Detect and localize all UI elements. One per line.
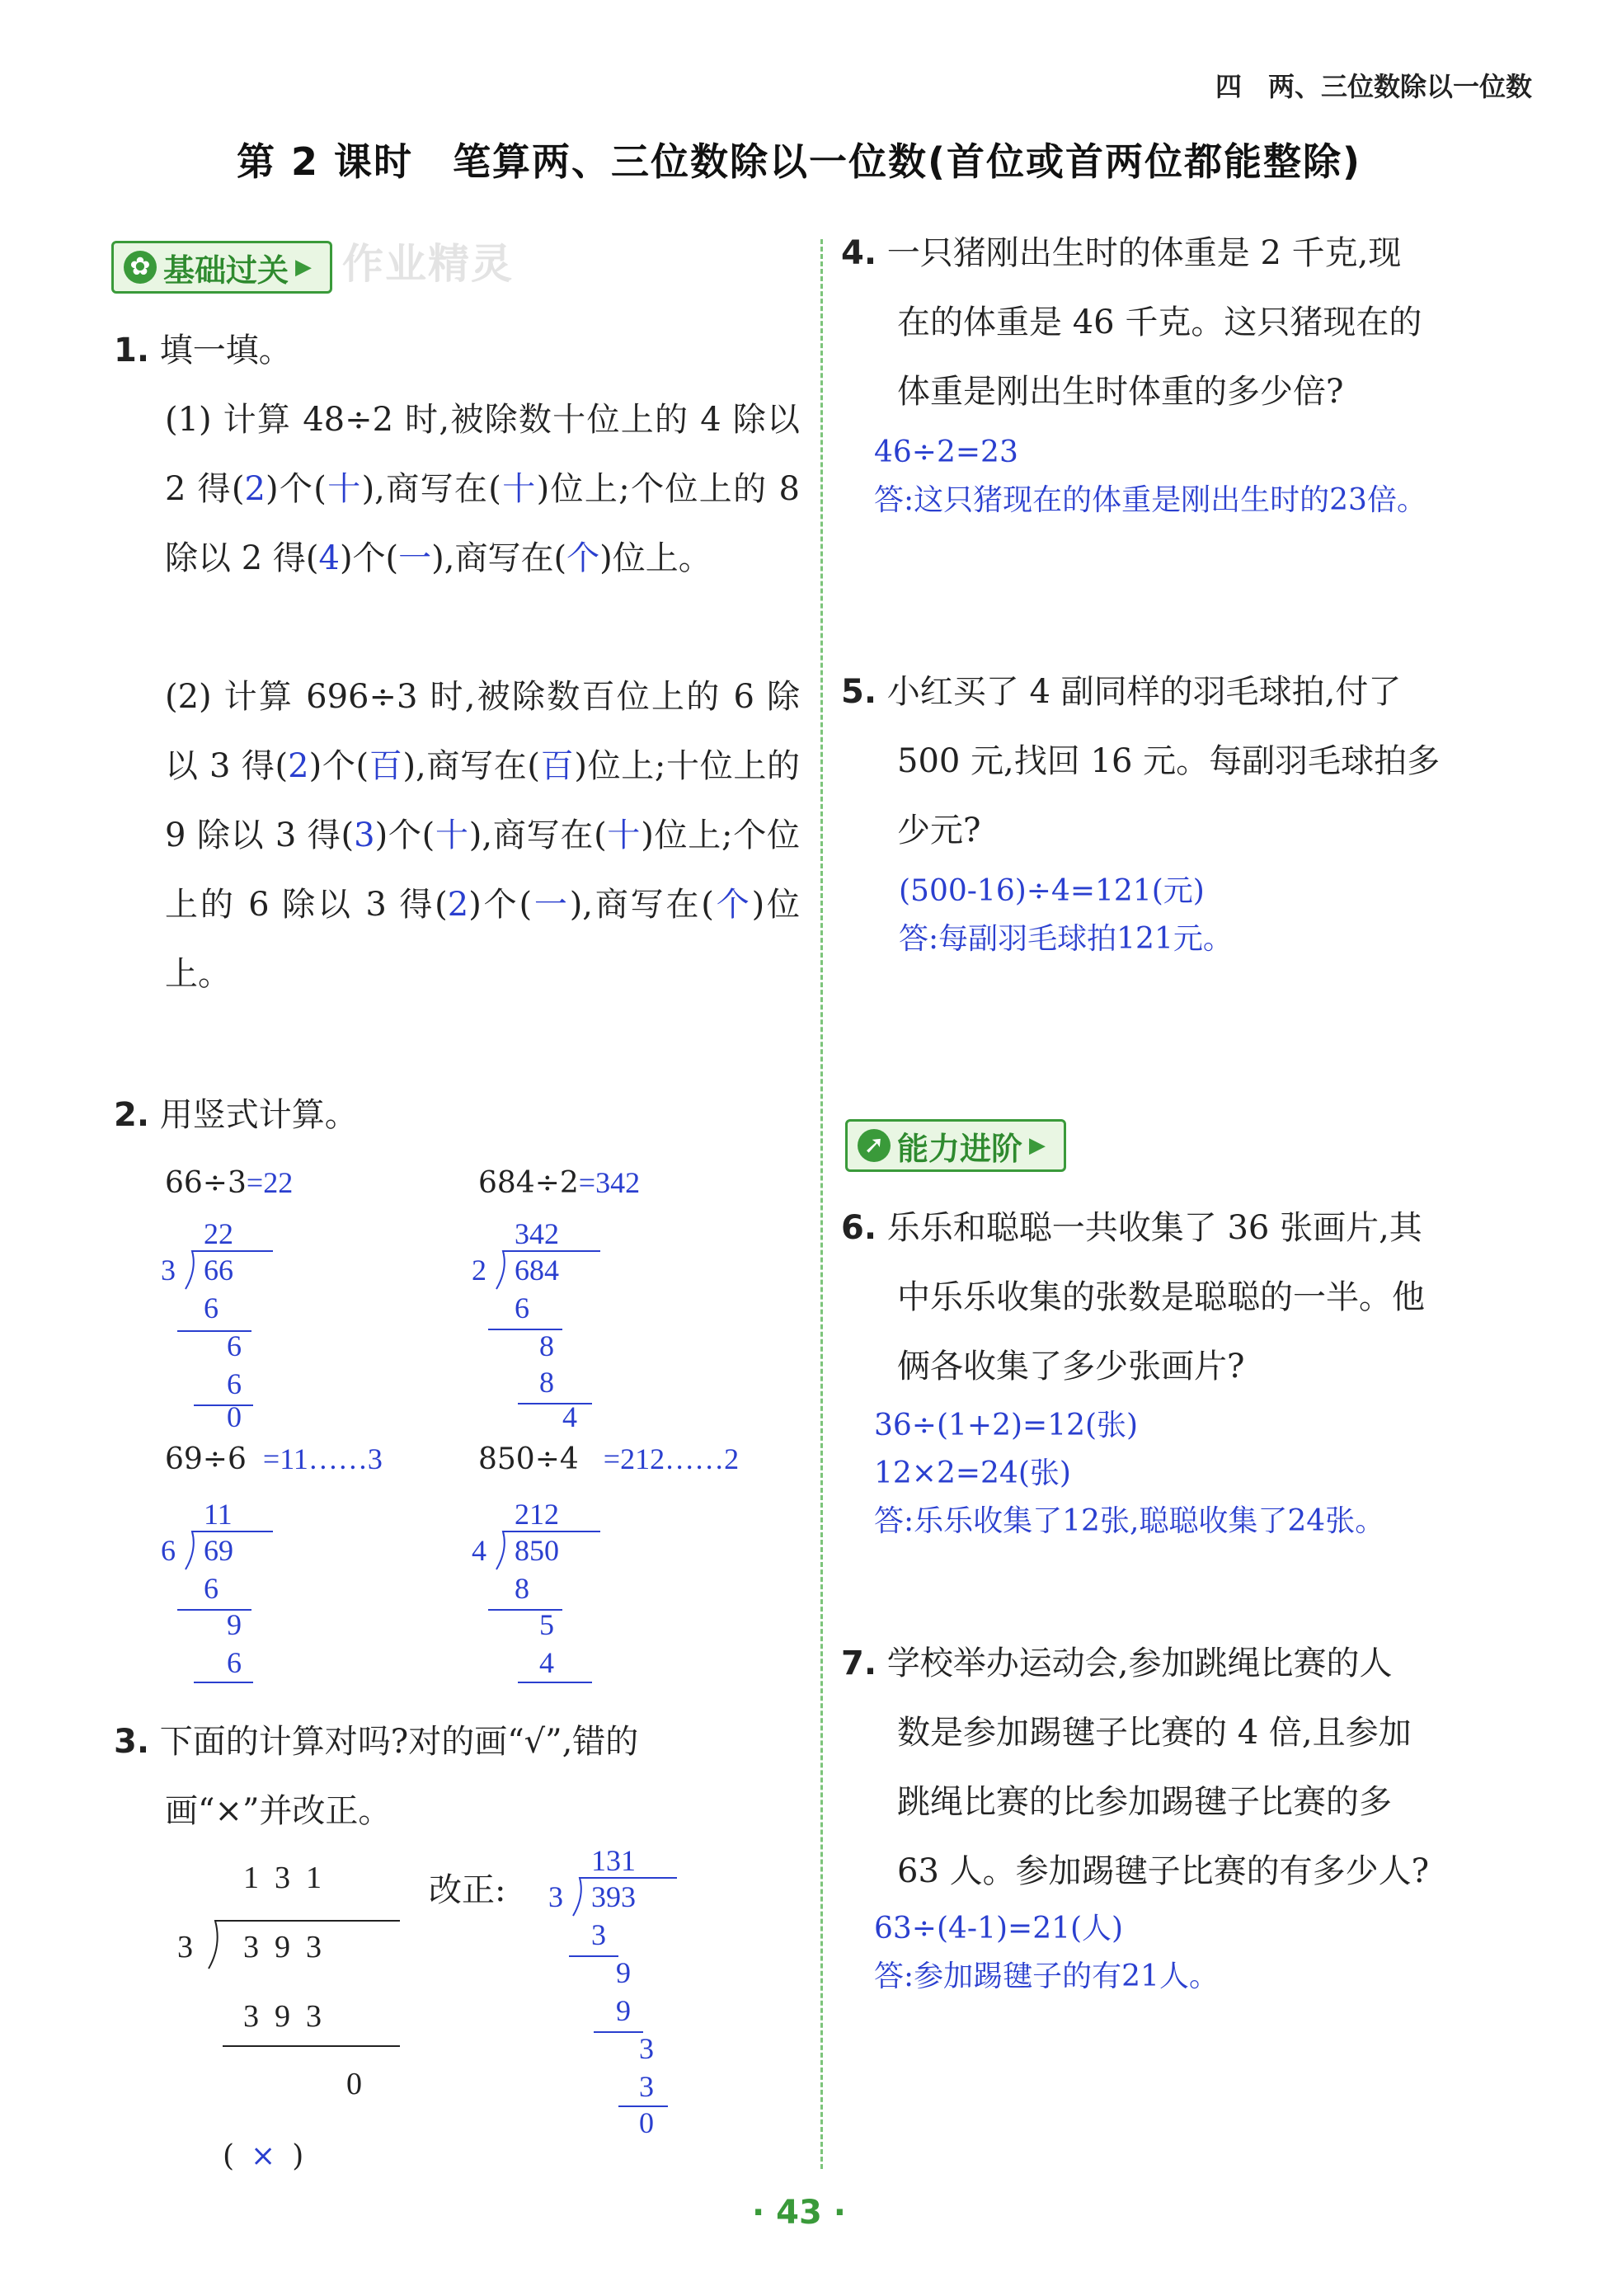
text: (1) 计算 48÷2 时,被除数十位上的 4 除以 2 得(	[165, 401, 800, 508]
question-4	[841, 219, 1422, 426]
text: ),商写在(	[361, 470, 501, 508]
dividend: 850	[515, 1534, 559, 1567]
step: 8	[515, 1572, 529, 1605]
remainder: 0	[346, 2067, 362, 2101]
chapter-header: 四 两、三位数除以一位数	[1215, 71, 1532, 102]
expression: 66÷3	[165, 1166, 247, 1200]
question-line: 体重是刚出生时体重的多少倍?	[897, 373, 1344, 411]
expression-answer: =212……2	[603, 1442, 740, 1475]
remainder: 0	[227, 1400, 242, 1433]
section-label: 基础过关	[163, 252, 289, 289]
text: )位上;个位上的 8 除以 2 得(	[165, 470, 800, 577]
corrected-division	[548, 1843, 680, 2157]
answer-blank: 4	[318, 539, 340, 577]
text: )个(	[468, 886, 533, 924]
watermark: 作业精灵	[342, 240, 514, 288]
answer-blank: 十	[501, 470, 537, 508]
long-division-1	[161, 1216, 268, 1439]
step: 3	[639, 2070, 654, 2103]
rule	[194, 1404, 253, 1406]
question-1-part-2	[165, 662, 800, 1009]
answer-blank: 3	[354, 816, 375, 854]
question-text: 用竖式计算。	[159, 1096, 358, 1134]
dividend: 3 9 3	[243, 1930, 322, 1964]
step: 6	[204, 1292, 219, 1324]
expression-answer: =22	[246, 1166, 294, 1199]
answer-7	[874, 1905, 1219, 2001]
question-line: 中乐乐收集的张数是聪聪的一半。他	[897, 1278, 1425, 1316]
answer-blank: 百	[540, 747, 575, 785]
answer-blank: 百	[369, 747, 403, 785]
question-1-stem	[114, 316, 292, 385]
step: 6	[227, 1367, 242, 1400]
remainder: 4	[562, 1400, 577, 1433]
judgement	[223, 2139, 303, 2173]
text: ),商写在(	[431, 539, 567, 577]
expression: 69÷6	[165, 1442, 247, 1476]
question-number: 3.	[114, 1723, 150, 1761]
divisor: 4	[472, 1534, 486, 1567]
step: 4	[539, 1646, 554, 1679]
step: 5	[539, 1608, 554, 1641]
rule	[518, 1682, 592, 1683]
page-number: · 43 ·	[752, 2194, 846, 2232]
step: 6	[204, 1572, 219, 1605]
answer-4	[874, 429, 1426, 525]
answer-blank: 十	[606, 816, 642, 854]
divisor: 3	[548, 1880, 563, 1913]
expression: 684÷2	[478, 1166, 579, 1200]
answer-6	[874, 1402, 1384, 1546]
question-number: 1.	[114, 332, 150, 369]
section-badge-advanced	[845, 1119, 1066, 1172]
text: )位上;十位上的 9 除以 3 得(	[165, 747, 801, 854]
long-division-4	[472, 1497, 604, 1695]
arrow-right-icon: ▶	[295, 255, 313, 280]
quotient: 342	[515, 1217, 559, 1250]
expression: 850÷4	[478, 1442, 579, 1476]
answer-blank: 个	[713, 886, 752, 924]
answer-line: 63÷(4-1)=21(人)	[874, 1912, 1124, 1945]
rule	[569, 1955, 618, 1957]
text: (2) 计算 696÷3 时,被除数百位上的 6 除以 3 得(	[165, 678, 800, 785]
answer-line: 答:乐乐收集了12张,聪聪收集了24张。	[874, 1504, 1385, 1538]
dividend: 684	[515, 1254, 559, 1287]
long-division-3	[161, 1497, 268, 1695]
question-line: 数是参加踢毽子比赛的 4 倍,且参加	[897, 1714, 1412, 1752]
long-division-2	[472, 1216, 604, 1439]
step: 3	[639, 2032, 654, 2065]
answer-blank: 2	[244, 470, 266, 508]
question-1-part-1	[165, 385, 800, 593]
expression-684-div-2	[478, 1165, 640, 1200]
section-label: 能力进阶	[897, 1130, 1023, 1167]
answer-blank: 十	[326, 470, 362, 508]
correction-label: 改正:	[429, 1871, 506, 1909]
text: ),商写在(	[402, 747, 540, 785]
judgement-mark: ×	[251, 2139, 276, 2173]
paren: (	[223, 2139, 235, 2173]
question-number: 7.	[841, 1644, 877, 1682]
question-line: 一只猪刚出生时的体重是 2 千克,现	[886, 234, 1402, 272]
quotient: 22	[204, 1217, 233, 1250]
answer-blank: 个	[566, 539, 600, 577]
question-5	[841, 657, 1440, 865]
expression-69-div-6	[165, 1442, 383, 1476]
question-number: 6.	[841, 1209, 877, 1247]
question-line: 少元?	[897, 812, 981, 849]
question-line: 500 元,找回 16 元。每副羽毛球拍多	[897, 742, 1441, 780]
runner-icon: ➚	[858, 1129, 891, 1162]
question-text: 下面的计算对吗?对的画“√”,错的	[159, 1723, 639, 1761]
step: 9	[227, 1608, 242, 1641]
remainder: 0	[639, 2106, 654, 2139]
answer-line: 答:这只猪现在的体重是刚出生时的23倍。	[874, 483, 1426, 517]
rule	[194, 1682, 253, 1683]
step: 8	[539, 1329, 554, 1362]
question-text: 填一填。	[159, 332, 292, 369]
step: 3 9 3	[243, 1999, 322, 2034]
text: )位上;个位上的 6 除以 3 得(	[165, 816, 800, 924]
answer-blank: 一	[398, 539, 432, 577]
paren: )	[292, 2139, 304, 2173]
question-line: 学校举办运动会,参加跳绳比赛的人	[886, 1644, 1393, 1682]
expression-answer: =342	[578, 1166, 641, 1199]
answer-line: 答:参加踢毽子的有21人。	[874, 1960, 1219, 1993]
quotient: 131	[591, 1844, 636, 1877]
step: 9	[616, 1994, 631, 2027]
expression-850-div-4	[478, 1442, 739, 1476]
question-7	[841, 1629, 1429, 1906]
answer-line: 答:每副羽毛球拍121元。	[899, 922, 1233, 956]
text: )个(	[339, 539, 399, 577]
text: )位上。	[165, 886, 800, 993]
lesson-title: 第 2 课时 笔算两、三位数除以一位数(首位或首两位都能整除)	[236, 139, 1362, 184]
divisor: 3	[161, 1254, 176, 1287]
question-line: 乐乐和聪聪一共收集了 36 张画片,其	[886, 1209, 1422, 1247]
text: )位上。	[599, 539, 712, 577]
answer-line: (500-16)÷4=121(元)	[899, 874, 1205, 908]
question-line: 在的体重是 46 千克。这只猪现在的	[897, 303, 1422, 341]
answer-line: 36÷(1+2)=12(张)	[874, 1409, 1139, 1442]
arrow-right-icon: ▶	[1029, 1133, 1046, 1158]
quotient: 1 3 1	[243, 1861, 322, 1895]
step: 8	[539, 1366, 554, 1399]
expression-answer: =11……3	[262, 1442, 383, 1475]
original-division	[177, 1860, 392, 2107]
question-6	[841, 1193, 1425, 1401]
gear-icon: ✿	[124, 251, 157, 284]
rule	[594, 2031, 643, 2033]
divisor: 3	[177, 1930, 193, 1964]
quotient: 212	[515, 1498, 559, 1531]
question-3-stem	[114, 1707, 638, 1776]
quotient: 11	[204, 1498, 233, 1531]
rule	[518, 1403, 592, 1404]
text: )个(	[265, 470, 327, 508]
answer-blank: 十	[435, 816, 469, 854]
dividend: 393	[591, 1880, 636, 1913]
text: ),商写在(	[468, 816, 607, 854]
question-3-stem-line-2: 画“×”并改正。	[165, 1792, 392, 1830]
dividend: 66	[204, 1254, 233, 1287]
step: 3	[591, 1918, 606, 1951]
question-line: 63 人。参加踢毽子比赛的有多少人?	[897, 1852, 1430, 1890]
text: ),商写在(	[569, 886, 714, 924]
text: )个(	[308, 747, 369, 785]
question-line: 小红买了 4 副同样的羽毛球拍,付了	[886, 673, 1402, 711]
rule	[223, 2045, 400, 2047]
dividend: 69	[204, 1534, 233, 1567]
answer-line: 12×2=24(张)	[874, 1456, 1071, 1490]
step: 6	[227, 1646, 242, 1679]
step: 6	[515, 1292, 529, 1324]
question-number: 4.	[841, 234, 877, 272]
answer-5	[899, 868, 1233, 963]
answer-blank: 2	[288, 747, 309, 785]
answer-line: 46÷2=23	[874, 435, 1018, 469]
question-2-stem	[114, 1080, 358, 1150]
question-number: 2.	[114, 1096, 150, 1134]
divisor: 6	[161, 1534, 176, 1567]
question-number: 5.	[841, 673, 877, 711]
divisor: 2	[472, 1254, 486, 1287]
answer-blank: 一	[532, 886, 570, 924]
section-badge-basic	[111, 241, 332, 294]
question-line: 俩各收集了多少张画片?	[897, 1348, 1245, 1386]
question-line: 跳绳比赛的比参加踢毽子比赛的多	[897, 1783, 1392, 1821]
answer-blank: 2	[447, 886, 469, 924]
step: 9	[616, 1956, 631, 1989]
step: 6	[227, 1329, 242, 1362]
text: )个(	[374, 816, 435, 854]
column-divider	[820, 239, 823, 2169]
expression-66-div-3	[165, 1165, 293, 1200]
